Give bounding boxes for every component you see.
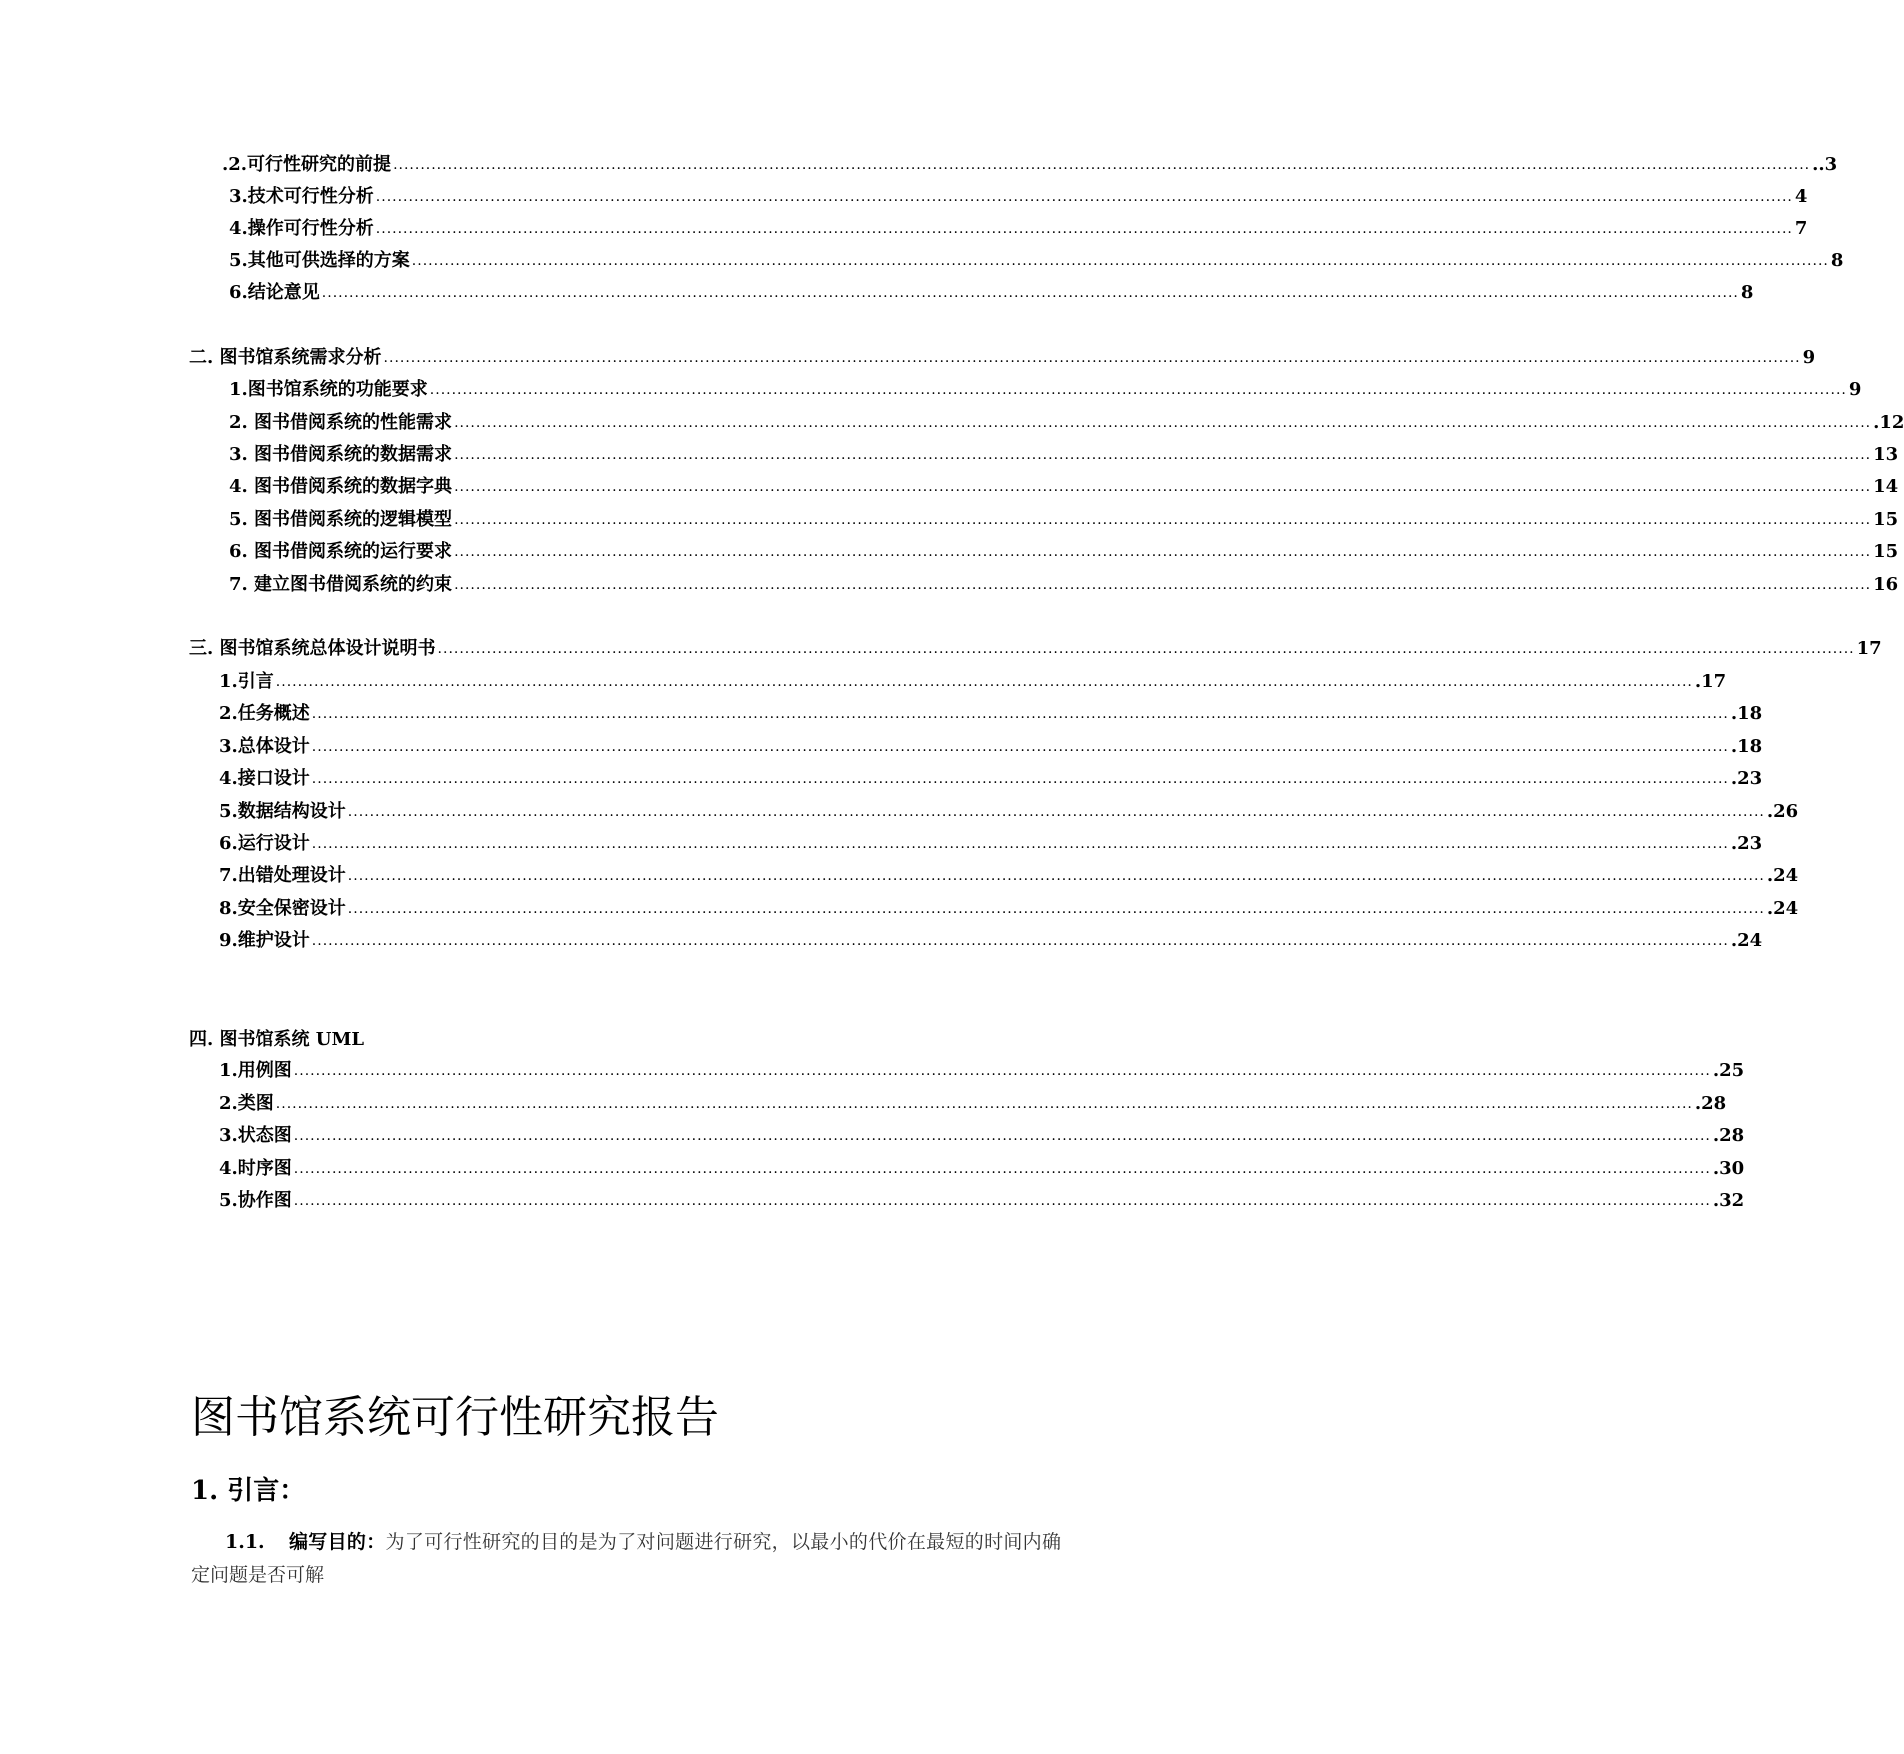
toc-page: .24 (1730, 930, 1763, 951)
toc-page: 7 (1794, 218, 1808, 239)
toc-page: .28 (1712, 1125, 1745, 1146)
toc-label: 3.状态图 (219, 1125, 292, 1146)
toc-leader: .................................................................................................................................................................................................................................................................... (454, 544, 1872, 560)
toc-label: 5.协作图 (219, 1190, 292, 1211)
toc-leader: .................................................................................................................................................................................................................................................................... (347, 901, 1765, 917)
toc-leader: .................................................................................................................................................................................................................................................................... (347, 868, 1765, 884)
paragraph-keyword: 编写目的： (288, 1531, 386, 1553)
toc-page: 9 (1848, 379, 1862, 400)
toc-section[interactable] (189, 343, 1816, 369)
toc-entry[interactable] (229, 505, 1899, 531)
paragraph-number: 1.1. (225, 1531, 265, 1553)
toc-leader: .................................................................................................................................................................................................................................................................... (454, 447, 1872, 463)
toc-label: 9.维护设计 (219, 930, 310, 951)
toc-label: 3. 图书借阅系统的数据需求 (229, 444, 453, 465)
paragraph-text: 为了可行性研究的目的是为了对问题进行研究，以最小的代价在最短的时间内确定问题是否可解 (191, 1531, 1061, 1586)
toc-entry[interactable] (219, 699, 1763, 725)
toc-label: 2.类图 (219, 1093, 274, 1114)
toc-label: 7.出错处理设计 (219, 865, 346, 886)
toc-entry[interactable] (219, 764, 1763, 790)
toc-label: 7. 建立图书借阅系统的约束 (229, 574, 453, 595)
toc-page: .23 (1730, 768, 1763, 789)
toc-label: 2. 图书借阅系统的性能需求 (229, 412, 453, 433)
toc-entry[interactable] (219, 894, 1799, 920)
toc-leader: .................................................................................................................................................................................................................................................................... (293, 1193, 1711, 1209)
toc-entry[interactable] (219, 1056, 1745, 1082)
toc-label: 4.接口设计 (219, 768, 310, 789)
toc-leader: .................................................................................................................................................................................................................................................................... (454, 415, 1872, 431)
toc-leader: .................................................................................................................................................................................................................................................................... (311, 771, 1729, 787)
body-paragraph (191, 1526, 1061, 1592)
toc-entry[interactable] (219, 1154, 1745, 1180)
toc-label: .2.可行性研究的前提 (222, 154, 392, 175)
toc-entry[interactable] (229, 537, 1899, 563)
toc-entry[interactable] (229, 214, 1808, 240)
toc-page: 8 (1830, 250, 1844, 271)
toc-page: .30 (1712, 1158, 1745, 1179)
toc-label: 1.引言 (219, 671, 274, 692)
toc-label: 3.总体设计 (219, 736, 310, 757)
toc-label: 6.运行设计 (219, 833, 310, 854)
toc-leader: .................................................................................................................................................................................................................................................................... (347, 804, 1765, 820)
toc-leader: .................................................................................................................................................................................................................................................................... (437, 641, 1855, 657)
toc-page: ..3 (1812, 154, 1838, 175)
toc-leader: .................................................................................................................................................................................................................................................................... (321, 285, 1739, 301)
toc-label: 5.其他可供选择的方案 (229, 250, 410, 271)
toc-page: 16 (1873, 574, 1899, 595)
toc-section[interactable] (189, 1025, 589, 1051)
toc-label: 1.图书馆系统的功能要求 (229, 379, 428, 400)
toc-entry[interactable] (229, 408, 1904, 434)
toc-page: .28 (1694, 1093, 1727, 1114)
toc-entry[interactable] (219, 829, 1763, 855)
toc-leader: .................................................................................................................................................................................................................................................................... (275, 674, 1693, 690)
toc-label: 三. 图书馆系统总体设计说明书 (189, 638, 436, 659)
toc-page: 17 (1856, 638, 1882, 659)
toc-leader: .................................................................................................................................................................................................................................................................... (454, 479, 1872, 495)
toc-entry[interactable] (219, 1186, 1745, 1212)
toc-page: 4 (1794, 186, 1808, 207)
toc-entry[interactable] (219, 797, 1799, 823)
toc-label: 1.用例图 (219, 1060, 292, 1081)
toc-page: 13 (1873, 444, 1899, 465)
toc-entry[interactable] (219, 861, 1799, 887)
toc-page: .26 (1766, 801, 1799, 822)
toc-page: .25 (1712, 1060, 1745, 1081)
toc-label: 四. 图书馆系统 UML (189, 1029, 365, 1050)
toc-leader: .................................................................................................................................................................................................................................................................... (311, 933, 1729, 949)
toc-section[interactable] (189, 634, 1882, 660)
toc-leader: .................................................................................................................................................................................................................................................................... (293, 1063, 1711, 1079)
toc-leader: .................................................................................................................................................................................................................................................................... (293, 1128, 1711, 1144)
toc-leader: .................................................................................................................................................................................................................................................................... (311, 706, 1729, 722)
toc-leader: .................................................................................................................................................................................................................................................................... (375, 189, 1793, 205)
toc-leader: .................................................................................................................................................................................................................................................................... (411, 253, 1829, 269)
toc-entry[interactable] (219, 1121, 1745, 1147)
toc-page: .24 (1766, 898, 1799, 919)
toc-label: 6. 图书借阅系统的运行要求 (229, 541, 453, 562)
toc-entry[interactable] (219, 1089, 1727, 1115)
toc-entry[interactable] (219, 732, 1763, 758)
toc-label: 4.时序图 (219, 1158, 292, 1179)
toc-leader: .................................................................................................................................................................................................................................................................... (383, 350, 1801, 366)
toc-label: 5. 图书借阅系统的逻辑模型 (229, 509, 453, 530)
toc-leader: .................................................................................................................................................................................................................................................................... (454, 577, 1872, 593)
section-heading: 1. 引言： (191, 1476, 306, 1506)
document-title: 图书馆系统可行性研究报告 (191, 1392, 719, 1443)
toc-leader: .................................................................................................................................................................................................................................................................... (393, 157, 1811, 173)
toc-entry[interactable] (229, 246, 1844, 272)
toc-label: 4. 图书借阅系统的数据字典 (229, 476, 453, 497)
toc-label: 2.任务概述 (219, 703, 310, 724)
toc-page: .23 (1730, 833, 1763, 854)
toc-leader: .................................................................................................................................................................................................................................................................... (375, 221, 1793, 237)
toc-leader: .................................................................................................................................................................................................................................................................... (311, 739, 1729, 755)
toc-leader: .................................................................................................................................................................................................................................................................... (311, 836, 1729, 852)
toc-entry[interactable] (229, 375, 1862, 401)
toc-leader: .................................................................................................................................................................................................................................................................... (275, 1096, 1693, 1112)
toc-page: 14 (1873, 476, 1899, 497)
toc-entry[interactable] (222, 150, 1838, 176)
toc-label: 6.结论意见 (229, 282, 320, 303)
toc-page: .12 (1873, 412, 1904, 433)
toc-leader: .................................................................................................................................................................................................................................................................... (293, 1161, 1711, 1177)
toc-page: .24 (1766, 865, 1799, 886)
toc-label: 3.技术可行性分析 (229, 186, 374, 207)
toc-leader: .................................................................................................................................................................................................................................................................... (429, 382, 1847, 398)
toc-leader: .................................................................................................................................................................................................................................................................... (454, 512, 1872, 528)
toc-page: 9 (1802, 347, 1816, 368)
toc-label: 5.数据结构设计 (219, 801, 346, 822)
toc-entry[interactable] (229, 278, 1754, 304)
toc-page: 15 (1873, 509, 1899, 530)
toc-entry[interactable] (229, 440, 1899, 466)
toc-page: .32 (1712, 1190, 1745, 1211)
toc-page: .17 (1694, 671, 1727, 692)
toc-entry[interactable] (219, 667, 1727, 693)
toc-entry[interactable] (229, 182, 1808, 208)
toc-entry[interactable] (229, 472, 1899, 498)
toc-label: 4.操作可行性分析 (229, 218, 374, 239)
toc-page: 8 (1740, 282, 1754, 303)
toc-entry[interactable] (229, 570, 1899, 596)
toc-page: .18 (1730, 736, 1763, 757)
toc-page: .18 (1730, 703, 1763, 724)
toc-page: 15 (1873, 541, 1899, 562)
toc-label: 8.安全保密设计 (219, 898, 346, 919)
toc-entry[interactable] (219, 926, 1763, 952)
toc-label: 二. 图书馆系统需求分析 (189, 347, 382, 368)
